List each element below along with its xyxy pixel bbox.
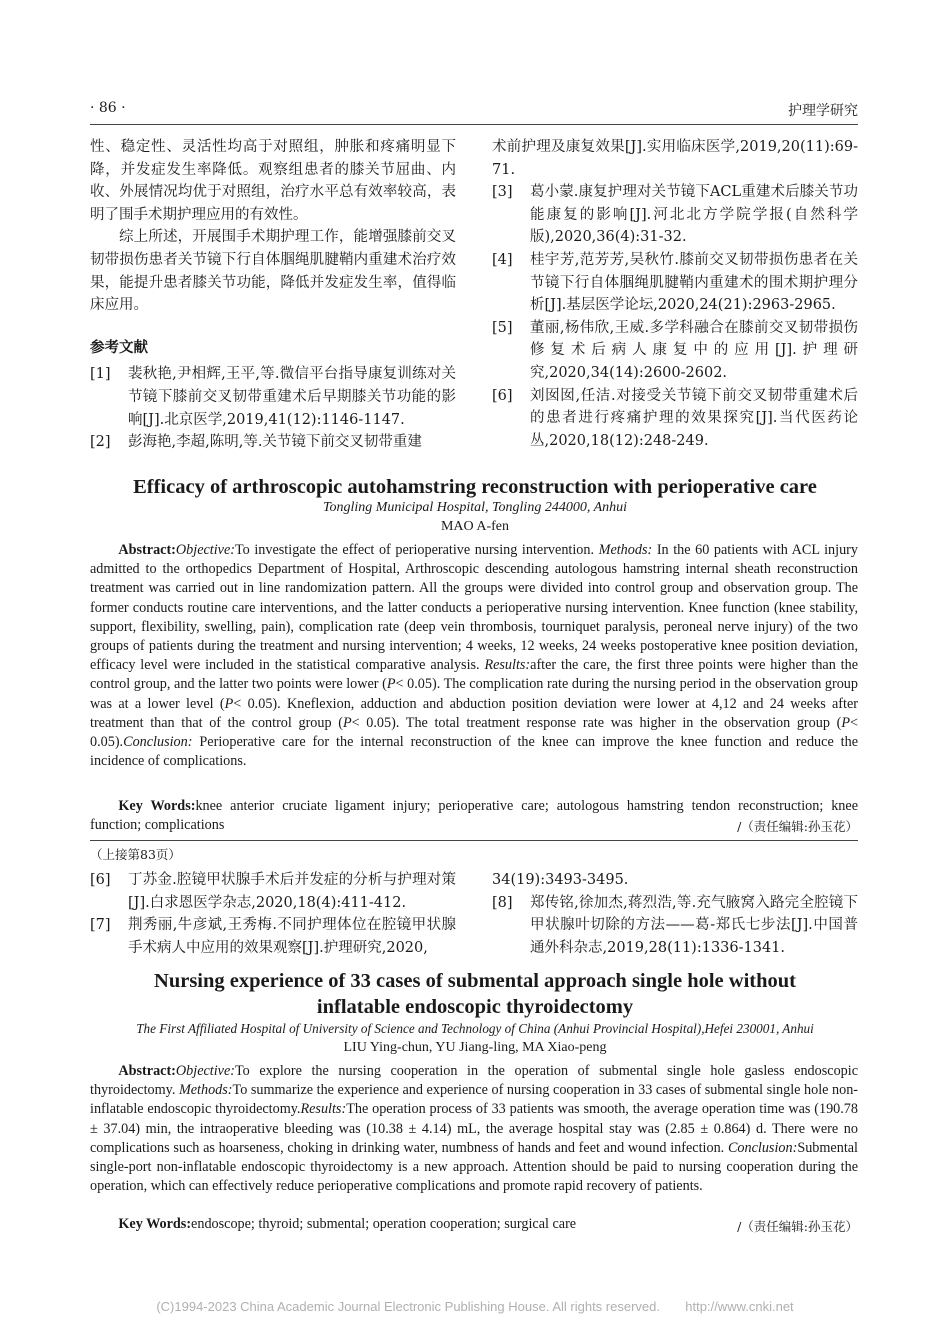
- results-label: Results:: [300, 1101, 347, 1118]
- reference-number: [8]: [492, 894, 513, 911]
- conclusion-label: Conclusion:: [727, 1139, 798, 1156]
- results-text: The total treatment response rate was higher in the observation group (: [405, 714, 842, 731]
- reference-continuation: 34(19):3493-3495.: [492, 872, 629, 888]
- section-rule: [90, 840, 858, 841]
- conclusion-text: Perioperative care for the internal reconstruction of the knee can improve the knee function and reduce the incidence of complications.: [90, 734, 859, 770]
- references-heading: 参考文献: [90, 338, 148, 356]
- p-value: < 0.05: [351, 714, 392, 731]
- objective-text: To explore the nursing cooperation in the operation of submental single hole gasless endoscopic thyroidectomy.: [90, 1063, 858, 1099]
- results-label: Results:: [484, 657, 531, 674]
- reference-text: 丁苏金.腔镜甲状腺手术后并发症的分析与护理对策[J].白求恩医学杂志,2020,18(4):411-412.: [128, 872, 456, 911]
- reference-text: 裴秋艳,尹相辉,王平,等.微信平台指导康复训练对关节镜下膝前交叉韧带重建术后早期膝关节功能的影响[J].北京医学,2019,41(12):1146-1147.: [128, 366, 456, 428]
- conclusion-text: Submental single-port non-inflatable endoscopic thyroidectomy is a new approach. Attention should be paid to nursing cooperation during the operation, which can effectively reduce perioperative complications and promote rapid recovery of patients.: [90, 1139, 858, 1195]
- abstract-label: Abstract:: [118, 1063, 176, 1079]
- page-number: · 86 ·: [90, 100, 126, 116]
- reference-item: [90, 431, 456, 454]
- reference-text: 郑传铭,徐加杰,蒋烈浩,等.充气腋窝入路完全腔镜下甲状腺叶切除的方法——葛-郑氏七步法[J].中国普通外科杂志,2019,28(11):1336-1341.: [530, 894, 858, 956]
- reference-item: [90, 869, 456, 914]
- results-text: after the care, the first three points were higher than the control group, and the latter two points were lower (: [90, 657, 858, 693]
- reference-item: [492, 249, 858, 317]
- journal-name: 护理学研究: [788, 103, 858, 119]
- keywords-text: endoscope; thyroid; submental; operation cooperation; surgical care: [191, 1216, 577, 1232]
- results-text: The complication rate during the nursing period in the observation group was at a lower level (: [90, 676, 858, 712]
- results-text: Kneflexion, adduction and abduction position deviation were lower at 4,12 and 24 weeks after treatment than that of the control group (: [90, 695, 858, 731]
- reference-item: [90, 914, 456, 959]
- p-symbol: P: [386, 676, 396, 693]
- reference-item: [492, 385, 858, 453]
- article1-affiliation: Tongling Municipal Hospital, Tongling 244000, Anhui: [322, 500, 628, 515]
- p-symbol: P: [841, 714, 850, 731]
- article2-title-line2: inflatable endoscopic thyroidectomy: [316, 996, 634, 1018]
- abstract-label: Abstract:: [118, 542, 176, 558]
- article2-editor: /（责任编辑:孙玉花）: [737, 1219, 858, 1234]
- reference-number: [3]: [492, 184, 513, 201]
- objective-label: Objective:: [175, 1063, 235, 1079]
- reference-number: [2]: [90, 434, 111, 451]
- p-value: < 0.05: [233, 695, 273, 712]
- reference-number: [7]: [90, 917, 111, 934]
- methods-text: In the 60 patients with ACL injury admitted to the orthopedics Department of Hospital, Arthroscopic descending autologous hamstring internal sheath reconstruction treatment was carried out in line randomization pattern. All the groups were divided into control group and observation group. The former conducts routine care interventions, and the latter conducts a perioperative nursing intervention. Knee function (knee stability, support, flexibility, swelling, pain), complication rate (deep vein thrombosis, tourniquet paralysis, peroneal nerve injury) of the two groups of patients during the treatment and nursing intervention; 4 weeks, 12 weeks, 24 weeks postoperative knee position deviation, efficacy level were included in the statistical comparative analysis.: [90, 542, 858, 674]
- reference-text: 董丽,杨伟欣,王威.多学科融合在膝前交叉韧带损伤修复术后病人康复中的应用[J].护理研究,2020,34(14):2600-2602.: [530, 319, 858, 381]
- article2-affiliation: The First Affiliated Hospital of University of Science and Technology of China (Anhui Provincial Hospital),Hefei 230001, Anhui: [136, 1021, 814, 1036]
- methods-label: Methods:: [178, 1082, 233, 1099]
- article1-abstract: Abstract:Objective:To investigate the effect of perioperative nursing intervention. Methods: In the 60 patients with ACL injury admitted to the orthopedics Department of Hospital, Arthroscopic descending autologous hamstring internal sheath reconstruction treatment was carried out in line randomization pattern. All the groups were divided into control group and observation group. The former conducts routine care interventions, and the latter conducts a perioperative nursing intervention. Knee function (knee stability, support, flexibility, swelling, pain), complication rate (deep vein thrombosis, tourniquet paralysis, peroneal nerve injury) of the two groups of patients during the treatment and nursing intervention; 4 weeks, 12 weeks, 24 weeks postoperative knee position deviation, efficacy level were included in the statistical comparative analysis. Results:after the care, the first three points were higher than the control group, and the latter two points were lower (P< 0.05). The complication rate during the nursing period in the observation group was at a lower level (P< 0.05). Kneflexion, adduction and abduction position deviation were lower at 4,12 and 24 weeks after treatment than that of the control group (P< 0.05). The total treatment response rate was higher in the observation group (P< 0.05).Conclusion: Perioperative care for the internal reconstruction of the knee can improve the knee function and reduce the incidence of complications.: [90, 542, 859, 770]
- copyright-footer: [0, 1299, 950, 1314]
- methods-label: Methods:: [598, 542, 653, 558]
- methods-text: To summarize the experience and experience of nursing cooperation in 33 cases of submental single hole non-inflatable endoscopic thyroidectomy.: [90, 1082, 859, 1118]
- reference-item: [492, 892, 858, 960]
- reference-text: 刘囡囡,任洁.对接受关节镜下前交叉韧带重建术后的患者进行疼痛护理的效果探究[J].当代医药论丛,2020,18(12):248-249.: [530, 387, 858, 449]
- reference-number: [4]: [492, 251, 513, 268]
- keywords-label: Key Words:: [118, 798, 196, 814]
- left-column: [90, 136, 456, 454]
- article2-abstract: [90, 1062, 858, 1196]
- article2-authors: LIU Ying-chun, YU Jiang-ling, MA Xiao-peng: [343, 1040, 607, 1055]
- continuation-note: （上接第83页）: [90, 847, 181, 862]
- reference-item: [90, 363, 456, 431]
- reference-number: [5]: [492, 319, 513, 336]
- reference-number: [1]: [90, 366, 111, 383]
- p-value: < 0.05: [90, 714, 858, 751]
- article1-author: MAO A-fen: [440, 519, 510, 534]
- keywords-label: Key Words:: [118, 1216, 192, 1232]
- reference-item: [492, 317, 858, 385]
- results-text: The operation process of 33 patients was smooth, the average operation time was (190.78 ± 37.04) min, the intraoperative bleeding was (10.38 ± 4.14) mL, the average hospital stay was (2.85 ± 0.864) d. There were no complications such as hoarseness, choking in drinking water, numbness of hands and feet and wound infection.: [90, 1101, 858, 1156]
- article1-title: Efficacy of arthroscopic autohamstring reconstruction with perioperative care: [133, 476, 817, 498]
- reference-text: 荆秀丽,牛彦斌,王秀梅.不同护理体位在腔镜甲状腺手术病人中应用的效果观察[J].护理研究,2020,: [128, 917, 456, 956]
- body-paragraph: 性、稳定性、灵活性均高于对照组，肿胀和疼痛明显下降，并发症发生率降低。观察组患者的膝关节屈曲、内收、外展情况均优于对照组，治疗水平总有效率较高，表明了围手术期护理应用的有效性。: [90, 139, 456, 223]
- reference-text: 桂宇芳,范芳芳,吴秋竹.膝前交叉韧带损伤患者在关节镜下行自体腘绳肌腱鞘内重建术的围术期护理分析[J].基层医学论坛,2020,24(21):2963-2965.: [530, 251, 858, 314]
- continuation-left: [90, 869, 456, 959]
- header-rule: [90, 124, 858, 125]
- reference-text: 葛小蒙.康复护理对关节镜下ACL重建术后膝关节功能康复的影响[J].河北北方学院学报(自然科学版),2020,36(4):31-32.: [530, 184, 858, 246]
- objective-label: Objective:: [175, 542, 235, 558]
- right-column: [492, 136, 858, 452]
- keywords-text: knee anterior cruciate ligament injury; perioperative care; autologous hamstring tendon reconstruction; knee function; complications: [90, 798, 858, 834]
- body-paragraph: 综上所述，开展围手术期护理工作，能增强膝前交叉韧带损伤患者关节镜下行自体腘绳肌腱鞘内重建术治疗效果，能提升患者膝关节功能，降低并发症发生率，值得临床应用。: [90, 229, 456, 314]
- copyright-text: (C)1994-2023 China Academic Journal Electronic Publishing House. All rights reserved.: [156, 1299, 660, 1314]
- reference-number: [6]: [492, 387, 513, 404]
- conclusion-label: Conclusion:: [123, 734, 193, 751]
- p-value: < 0.05: [395, 676, 432, 693]
- reference-continuation: 术前护理及康复效果[J].实用临床医学,2019,20(11):69-71.: [492, 139, 858, 178]
- p-symbol: P: [224, 695, 234, 712]
- continuation-right: [492, 869, 858, 959]
- objective-text: To investigate the effect of perioperative nursing intervention.: [235, 542, 595, 558]
- article2-title-line1: Nursing experience of 33 cases of submental approach single hole without: [154, 970, 796, 992]
- p-symbol: P: [342, 714, 352, 731]
- reference-number: [6]: [90, 872, 111, 888]
- article1-editor: /（责任编辑:孙玉花）: [737, 819, 858, 834]
- reference-text: 彭海艳,李超,陈明,等.关节镜下前交叉韧带重建: [128, 434, 422, 451]
- reference-item: [492, 181, 858, 249]
- cnki-url[interactable]: http://www.cnki.net: [685, 1299, 794, 1314]
